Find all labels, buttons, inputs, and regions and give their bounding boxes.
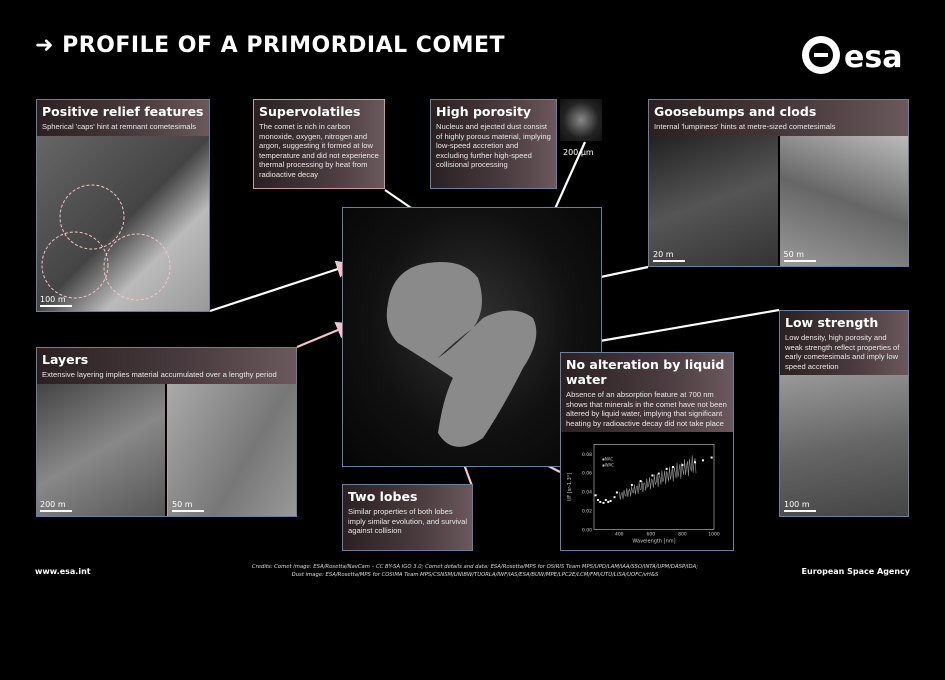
y-tick-label: 0.00 — [581, 528, 592, 534]
x-tick-label: 800 — [678, 532, 687, 538]
relief-image: 100 m — [37, 136, 209, 311]
wac-data-point — [702, 460, 704, 462]
y-tick-label: 0.06 — [581, 472, 592, 478]
legend-entry: ▪NAC — [602, 456, 614, 462]
layers-image-1: 200 m — [37, 384, 165, 516]
x-axis-label: Wavelength [nm] — [632, 538, 676, 545]
wac-data-point — [607, 501, 609, 503]
y-tick-label: 0.04 — [581, 490, 592, 496]
website-link[interactable]: www.esa.int — [35, 567, 91, 576]
panel-two-lobes: Two lobes Similar properties of both lobes imply similar evolution, and survival against collision — [342, 484, 473, 551]
panel-high-porosity: High porosity Nucleus and ejected dust consist of highly porous material, implying low-speed accretion and excluding further high-speed collisional processing — [430, 99, 557, 189]
wac-data-point — [616, 492, 618, 494]
wac-data-point — [595, 495, 597, 497]
wac-data-point — [658, 473, 660, 475]
wac-data-point — [605, 499, 607, 501]
x-tick-label: 400 — [614, 532, 624, 538]
wac-data-point — [694, 462, 696, 464]
nac-series-line — [619, 456, 696, 500]
wac-data-point — [640, 481, 642, 483]
panel-goosebumps: Goosebumps and clods Internal 'lumpiness' hints at metre-sized cometesimals 20 m 50 m — [648, 99, 909, 267]
agency-name: European Space Agency — [801, 567, 910, 576]
low-strength-image: 100 m — [780, 375, 908, 516]
panel-positive-relief: Positive relief features Spherical 'caps' hint at remnant cometesimals 100 m — [36, 99, 210, 312]
wac-data-point — [614, 497, 616, 499]
wac-data-point — [597, 499, 599, 501]
panel-low-strength: Low strength Low density, high porosity and weak strength reflect properties of early cometesimals and imply low speed accretion 100 m — [779, 310, 909, 517]
legend-entry: ▪WAC — [602, 462, 614, 468]
wac-data-point — [711, 457, 713, 459]
wac-data-point — [666, 468, 668, 470]
wac-data-point — [681, 464, 683, 466]
wac-data-point — [599, 501, 601, 503]
y-tick-label: 0.02 — [581, 509, 592, 515]
dust-image — [560, 99, 602, 141]
wac-data-point — [610, 500, 612, 502]
arrow-right-icon: ➜ — [35, 33, 63, 58]
panel-layers: Layers Extensive layering implies material accumulated over a lengthy period 200 m 50 m — [36, 347, 297, 517]
y-tick-label: 0.08 — [581, 453, 592, 459]
credits: Credits: Comet image: ESA/Rosetta/NavCam – CC BY-SA IGO 3.0; Comet details and data: ESA/Rosetta/MPS for OSIRIS Team MPS/UPD/LAM/IAA/SSO/INTA/UPM/DASP/IDA; Dust image: ESA/Rosetta/MPS for COSIMA Team MPS/CSNSM/UNIBW/TUORLA/IWF/IAS/ESA/BUW/MPE/LPC2E/LCM/FMI/UTU/LISA/UOFC/vH&S — [251, 564, 699, 578]
x-tick-label: 600 — [646, 532, 656, 538]
svg-text:esa: esa — [844, 40, 903, 75]
wac-data-point — [672, 466, 674, 468]
page-title: ➜ PROFILE OF A PRIMORDIAL COMET — [35, 33, 506, 58]
layers-image-2: 50 m — [167, 384, 296, 516]
wac-data-point — [631, 484, 633, 486]
dust-scale: 200 µm — [563, 148, 594, 157]
panel-supervolatiles: Supervolatiles The comet is rich in carbon monoxide, oxygen, nitrogen and argon, suggesting it formed at low temperature and did not experience thermal processing by heat from radioactive decay — [253, 99, 385, 189]
goosebumps-image-2: 50 m — [780, 136, 909, 266]
wac-data-point — [651, 475, 653, 477]
spectrum-chart — [561, 432, 733, 550]
wac-data-point — [602, 502, 604, 504]
goosebumps-image-1: 20 m — [649, 136, 778, 266]
panel-no-alteration: No alteration by liquid water Absence of an absorption feature at 700 nm shows that minerals in the comet have not been altered by liquid water, implying that significant heating by radioactive decay did not take place 0.00 0.02 0.04 0.06 0.08 400 600 800 1000 Wavelength [nm] I/F [sr-1.3°] ▪NAC ▪WAC — [560, 352, 734, 551]
y-axis-label: I/F [sr-1.3°] — [567, 473, 573, 502]
x-tick-label: 1000 — [708, 532, 720, 538]
